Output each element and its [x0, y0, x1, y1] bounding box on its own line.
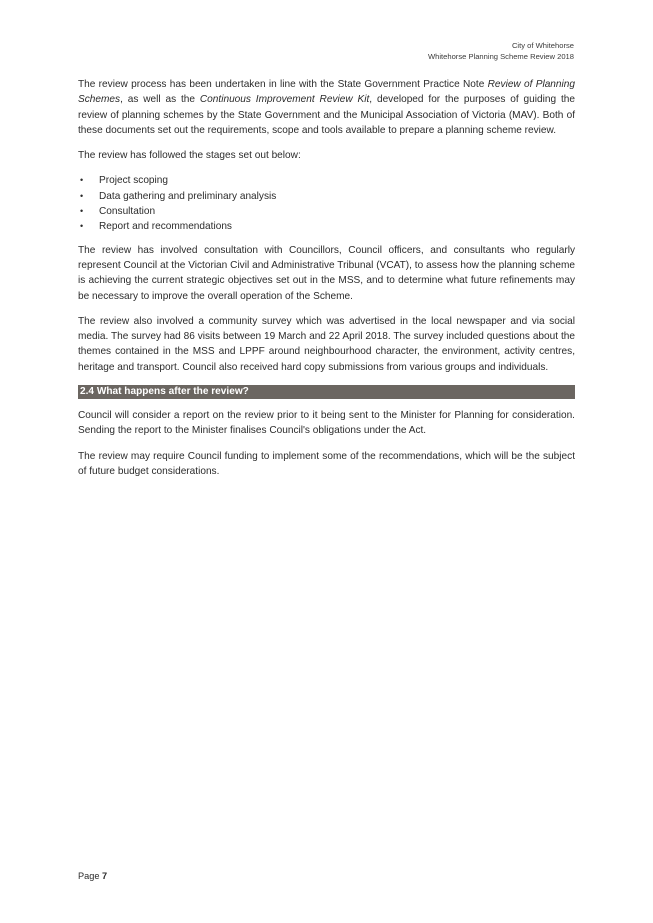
page-footer — [78, 871, 107, 881]
survey-paragraph: The review also involved a community survey which was advertised in the local newspaper and via social media. The survey had 86 visits between 19 March and 22 April 2018. The survey included questions about the themes contained in the MSS and LPPF around neighbourhood character, the environment, activity centres, heritage and transport. Council also received hard copy submissions from various groups and individuals. — [78, 315, 575, 373]
bullet-icon: • — [80, 221, 84, 232]
intro-text-1: The review process has been undertaken in line with the State Government Practice Note — [78, 79, 488, 90]
page-label: Page — [78, 871, 100, 881]
list-item: • Data gathering and preliminary analysis — [78, 189, 575, 204]
bullet-icon: • — [80, 206, 84, 217]
list-item: • Consultation — [78, 204, 575, 219]
bullet-icon: • — [80, 175, 84, 186]
stages-list — [78, 173, 575, 234]
header-organisation: City of Whitehorse — [511, 41, 574, 50]
page-content — [78, 77, 575, 489]
section-paragraph-2: The review may require Council funding to implement some of the recommendations, which will be the subject of future budget considerations. — [78, 450, 575, 477]
section-paragraph-1: Council will consider a report on the review prior to it being sent to the Minister for Planning for consideration. Sending the report to the Minister finalises Council's obligations under the Act. — [78, 410, 575, 437]
consultation-paragraph: The review has involved consultation with Councillors, Council officers, and consultants who regularly represent Council at the Victorian Civil and Administrative Tribunal (VCAT), to assess how the planning scheme is achieving the current strategic objectives set out in the MSS, and to determine what future refinements may be necessary to improve the overall operation of the Scheme. — [78, 244, 575, 302]
intro-text-2: , as well as the — [120, 94, 200, 106]
header-document-title: Whitehorse Planning Scheme Review 2018 — [427, 51, 574, 61]
intro-paragraph — [78, 77, 575, 138]
list-item: • Project scoping — [78, 173, 575, 188]
intro-emphasis-review-kit: Continuous Improvement Review Kit — [199, 94, 370, 106]
section-heading: 2.4 What happens after the review? — [78, 385, 575, 399]
bullet-icon: • — [80, 190, 84, 201]
intro-emphasis-practice-note: Review of Planning Schemes — [78, 79, 575, 106]
intro-text-3: , developed for the purposes of guiding the review of planning schemes by the State Government and the Municipal Association of Victoria (MAV). Both of these documents set out the requirements, scope and tools available to prepare a planning scheme review. — [78, 94, 575, 136]
list-item: • Report and recommendations — [78, 219, 575, 234]
page-number: 7 — [102, 871, 108, 881]
stages-intro: The review has followed the stages set out below: — [78, 150, 301, 162]
page-header — [428, 41, 574, 62]
